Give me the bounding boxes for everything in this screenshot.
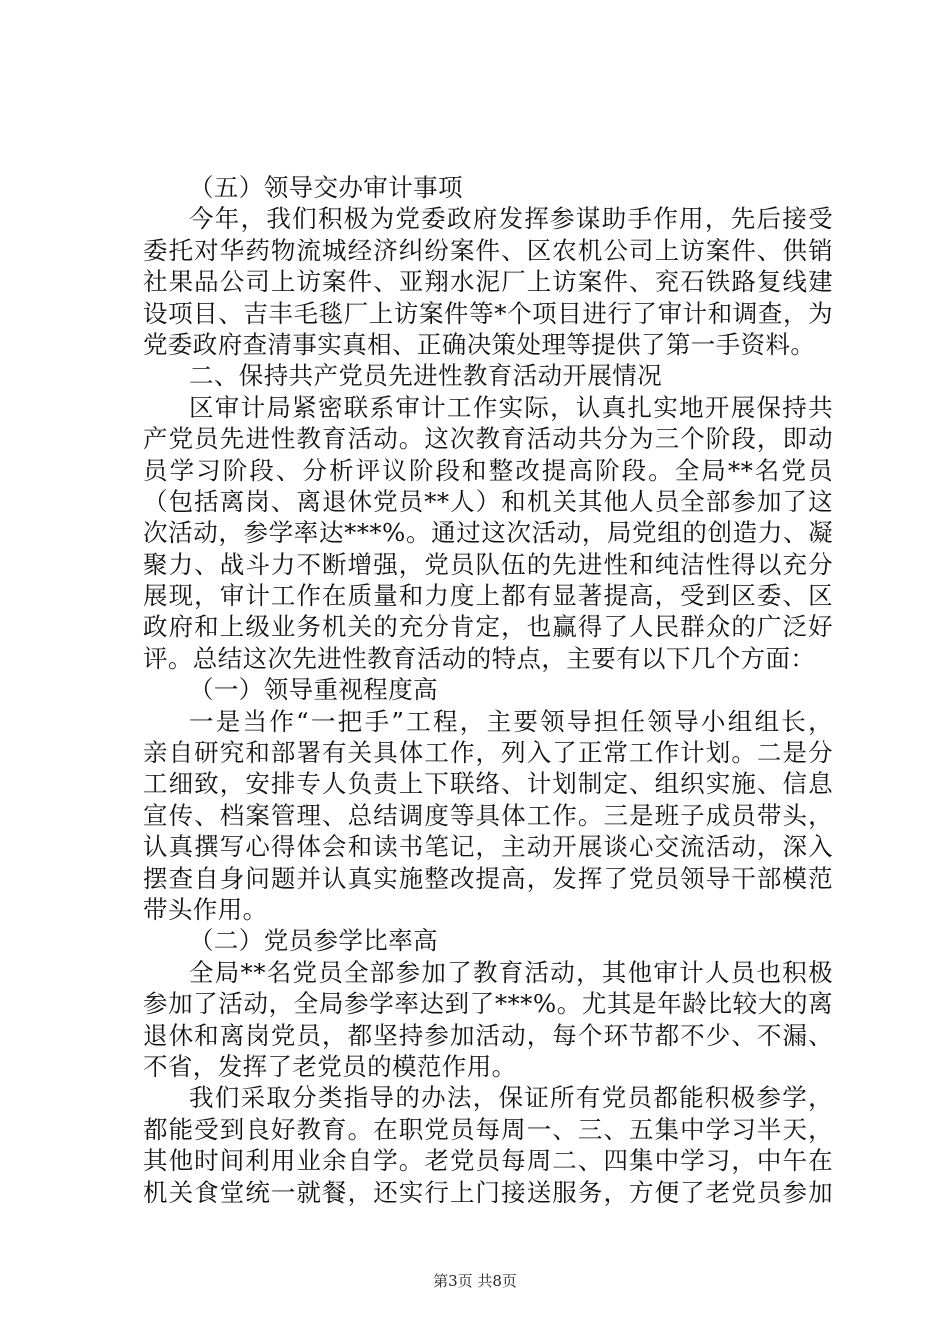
- text-line: 员学习阶段、分析评议阶段和整改提高阶段。全局**名党员: [143, 455, 833, 485]
- text-line: 机关食堂统一就餐，还实行上门接送服务，方便了老党员参加: [143, 1177, 833, 1207]
- text-line: 其他时间利用业余自学。老党员每周二、四集中学习，中午在: [143, 1146, 833, 1176]
- paragraph: [143, 674, 833, 705]
- text-line: 不省，发挥了老党员的模范作用。: [143, 1051, 517, 1081]
- paragraph: [143, 203, 833, 360]
- text-line: 评。总结这次先进性教育活动的特点，主要有以下几个方面：: [143, 643, 816, 673]
- document-body: [143, 172, 833, 1208]
- text-line: 次活动，参学率达***%。通过这次活动，局党组的创造力、凝: [143, 518, 833, 548]
- text-line: 宣传、档案管理、总结调度等具体工作。三是班子成员带头，: [143, 800, 833, 830]
- section-heading: （二）党员参学比率高: [189, 926, 438, 956]
- text-line: 带头作用。: [143, 894, 268, 924]
- text-line: 聚力、战斗力不断增强，党员队伍的先进性和纯洁性得以充分: [143, 549, 833, 579]
- page-number: 第3页 共8页: [433, 1272, 517, 1290]
- paragraph: [143, 1082, 833, 1208]
- text-line: 认真撰写心得体会和读书笔记，主动开展谈心交流活动，深入: [143, 832, 833, 862]
- text-line: 我们采取分类指导的办法，保证所有党员都能积极参学，: [189, 1083, 833, 1113]
- text-line: 参加了活动，全局参学率达到了***%。尤其是年龄比较大的离: [143, 989, 833, 1019]
- paragraph: [143, 172, 833, 203]
- text-line: 全局**名党员全部参加了教育活动，其他审计人员也积极: [189, 957, 833, 987]
- text-line: 亲自研究和部署有关具体工作，列入了正常工作计划。二是分: [143, 738, 833, 768]
- text-line: 政府和上级业务机关的充分肯定，也赢得了人民群众的广泛好: [143, 612, 833, 642]
- text-line: 摆查自身问题并认真实施整改提高，发挥了党员领导干部模范: [143, 863, 833, 893]
- paragraph: [143, 925, 833, 956]
- text-line: 产党员先进性教育活动。这次教育活动共分为三个阶段，即动: [143, 424, 833, 454]
- text-line: 区审计局紧密联系审计工作实际，认真扎实地开展保持共: [189, 392, 833, 422]
- section-heading: （五）领导交办审计事项: [189, 173, 463, 202]
- text-line: 展现，审计工作在质量和力度上都有显著提高，受到区委、区: [143, 581, 833, 611]
- text-line: 委托对华药物流城经济纠纷案件、区农机公司上访案件、供销: [143, 235, 833, 265]
- text-line: 工细致，安排专人负责上下联络、计划制定、组织实施、信息: [143, 769, 833, 799]
- paragraph: [143, 706, 833, 926]
- section-heading: （一）领导重视程度高: [189, 675, 438, 705]
- paragraph: [143, 360, 833, 391]
- text-line: 退休和离岗党员，都坚持参加活动，每个环节都不少、不漏、: [143, 1020, 833, 1050]
- text-line: （包括离岗、离退休党员**人）和机关其他人员全部参加了这: [143, 486, 833, 516]
- text-line: 党委政府查清事实真相、正确决策处理等提供了第一手资料。: [143, 329, 816, 359]
- text-line: 设项目、吉丰毛毯厂上访案件等*个项目进行了审计和调查，为: [143, 298, 833, 328]
- text-line: 一是当作“一把手”工程，主要领导担任领导小组组长，: [189, 706, 833, 736]
- section-heading: 二、保持共产党员先进性教育活动开展情况: [189, 361, 663, 391]
- paragraph: [143, 957, 833, 1083]
- text-line: 社果品公司上访案件、亚翔水泥厂上访案件、兖石铁路复线建: [143, 267, 833, 297]
- paragraph: [143, 392, 833, 675]
- text-line: 今年，我们积极为党委政府发挥参谋助手作用，先后接受: [189, 204, 833, 234]
- text-line: 都能受到良好教育。在职党员每周一、三、五集中学习半天，: [143, 1114, 833, 1144]
